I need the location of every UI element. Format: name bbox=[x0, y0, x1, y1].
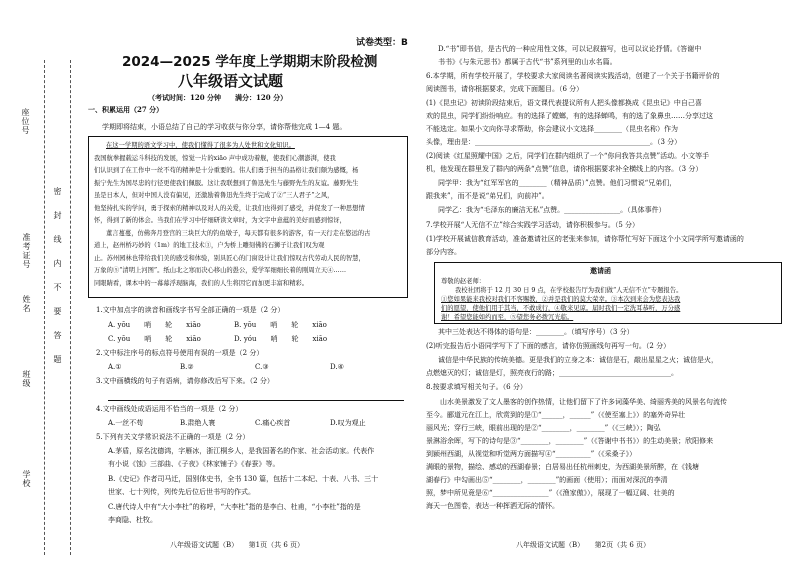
question-5: 5.下列有关文学常识说法不正确的一项是（2 分） bbox=[96, 433, 250, 441]
q5-option-a-line1: A.茅盾，原名沈德鸿，字雁冰，浙江桐乡人，是我国著名的作家、社会活动家。代表作 bbox=[108, 447, 375, 455]
q4-option-c: C.痛心疾首 bbox=[255, 419, 291, 427]
q3-answer-line bbox=[108, 400, 404, 401]
q4-option-b: B.肃绝人寰 bbox=[180, 419, 216, 427]
q8-line: 照，梦中所见竟是⑥“________________”（《渔家傲》），展现了一幅辽阔、壮美的 bbox=[426, 489, 675, 497]
q5-option-b-line1: B.《史记》作者司马迁，国别体史书，全书 130 篇，包括十二本纪、十表、八书、三十 bbox=[108, 475, 379, 483]
seat-number-label: 座位号 bbox=[21, 108, 30, 135]
passage-line: 我国航拳握载运斗科技的发展，惊觉一片的xiāo 声中成功着舰，使我们心潮澎湃，使我 bbox=[94, 154, 336, 162]
q6-1-line3: 不能选定。如果小文向你寻求帮助，你会建议小文选择________（昆虫名称）作为 bbox=[426, 125, 678, 133]
q6-chat-student-b: 同学乙：我为“毛泽东的廉洁无私”点赞。________________。（具体事件） bbox=[438, 206, 666, 214]
question-2: 2.文中标注序号的标点符号使用有误的一项是（2 分） bbox=[96, 349, 264, 357]
passage-line: 虽是日本人，但对中国人没有偏见，还激励着鲁迅先生终于完成了②“三人君子”之风， bbox=[94, 192, 334, 199]
question-6-line1: 6.本学期，所有学校开展了，学校要求大家阅读名著阅读实践活动，创建了一个关于书籍评价的 bbox=[426, 72, 720, 80]
passage-line: 止。苏州园林也带给我们美的感受和体验，别具匠心的门窗设计让我们惊叹古代劳动人民的智慧， bbox=[94, 254, 365, 262]
name-label: 姓名 bbox=[22, 295, 31, 313]
q6-1-line1: (1)《昆虫记》初读阶段结束后，语文课代表提议所有人把头像都换成《昆虫记》中自己喜 bbox=[426, 99, 702, 107]
q6-2-line1: (2)阅读《红星照耀中国》之后，同学们在群内组织了一个“你问我答共点赞”活动。小文等手 bbox=[426, 152, 710, 160]
page-footer-right: 八年级语文试题（B） 第2页（共 6 页） bbox=[516, 541, 651, 549]
passage-line: 们认识到了在工作中一丝不苟的精神是十分重要的。伟人们勇于担当的品格让我们颇为感慨，杨 bbox=[94, 167, 359, 174]
q2-option-c: C.③ bbox=[255, 363, 269, 371]
q8-line: 到颍州西湖，从视觉和听觉两方面描写④“__________”（《采桑子》） bbox=[426, 450, 637, 458]
exam-type-label: 试卷类型：B bbox=[356, 38, 408, 48]
q8-line: 湖春行》中勾画出⑤“________，________”的画面（使用）；而面对深沉的李清 bbox=[426, 476, 668, 484]
invitation-letter-box bbox=[434, 262, 782, 324]
q2-option-b: B.② bbox=[180, 363, 194, 371]
q1-option-c: C. yōu 哨 轮 xiāo bbox=[108, 335, 201, 343]
exam-subtitle: 八年级语文试题 bbox=[178, 72, 284, 90]
q8-passage bbox=[426, 396, 788, 513]
invitation-body-2: ①您如果能来我校对我们不客赐教，②并是我们的莫大荣幸。③本次到来会为您表达我 bbox=[441, 296, 681, 303]
q8-line: 满眼的景物，描绘、感动的西湖春景；白居易出任杭州刺史，为西湖美景所醉，在《钱塘 bbox=[426, 463, 699, 471]
q1-option-b: B. yōu 哨 轮 xiāo bbox=[234, 321, 327, 329]
q1-option-a: A. yōu 哨 轮 xiāo bbox=[108, 321, 201, 329]
intro-text: 学期即将结束，小语总结了自己的学习收获与你分享，请你帮他完成 1—4 题。 bbox=[102, 123, 347, 131]
q4-option-a: A.一丝不苟 bbox=[108, 419, 144, 427]
q8-line: 景淋浴余晖，写下的诗句是③“________，________”（《答谢中书书》）的生动美景；欣阳修来 bbox=[426, 437, 714, 445]
q5-option-d-line1: D.“书”即书信，是古代的一种应用性文体，可以记叙描写，也可以议论抒情。《答谢中 bbox=[438, 45, 702, 53]
invitation-body-4: 谢！希望您能如约而至，⑤望您务必拨冗光临。 bbox=[441, 314, 574, 321]
page-footer-left: 八年级语文试题（B） 第1页（共 6 页） bbox=[170, 541, 305, 549]
q7-2-line1: (2)听完报告后小语同学写下了下面的感言，请你仿照画线句再写一句。（2 分） bbox=[426, 342, 671, 350]
exam-main-title: 2024—2025 学年度上学期期末阶段检测 bbox=[122, 54, 378, 70]
page-right bbox=[420, 0, 794, 562]
exam-number-label: 准考证号 bbox=[22, 233, 31, 269]
q6-chat-student-a: 同学甲：我为“红军军官的________（精神品质）”点赞。他们习惯说“兄弟们， bbox=[438, 179, 677, 187]
seal-line-inner bbox=[70, 60, 71, 555]
q2-option-a: A.① bbox=[108, 363, 122, 371]
passage-line: 在这一学期的语文学习中，使我们懂得了很多为人处世和文化知识。 bbox=[106, 142, 295, 149]
q8-line: 海天一色图卷，表达一种挥洒无际的情怀。 bbox=[426, 502, 559, 510]
q8-line: 至今。郦道元在江上，欣赏到的是①“______，______”（《使至塞上》）的塞外奇异壮 bbox=[426, 411, 686, 419]
question-7: 7.学校开展“人无信不立”综合实践学习活动，请你积极参与。（5 分） bbox=[426, 221, 640, 229]
q6-chat-student-a-cont: 跟我来”，而不是说“弟兄们，向前冲”。 bbox=[426, 192, 549, 200]
passage-line: 万象的⑤“清明上河图”。纸山北之寒而决心移山的愚公，爱学军细细长着的刚周立天④…… bbox=[94, 267, 347, 274]
q6-2-line2: 机，他发现在群里发了群内的两条“点赞”信息，请你根据要求补全横线上的内容。（3 分） bbox=[426, 165, 703, 173]
passage-line: 道上，赵州桥巧妙的（1m）的地工技术③，户为桥上雕刻佛的石狮子让我们叹为观 bbox=[94, 242, 325, 249]
invitation-greeting: 尊敬的赵老师： bbox=[441, 278, 486, 285]
exam-info: （考试时间：120 分钟 满分：120 分） bbox=[148, 93, 288, 102]
seal-line-notice: 密 封 线 内 不 要 答 题 bbox=[53, 187, 62, 364]
seal-line-outer bbox=[44, 60, 45, 555]
q4-option-d: D.叹为观止 bbox=[330, 419, 366, 427]
q2-option-d: D.④ bbox=[330, 363, 344, 371]
question-1: 1.文中加点字的读音和画线字书写全部正确的一项是（2 分） bbox=[96, 306, 285, 314]
q6-1-line4: 头像，理由是：__________________________________________________。（3 分） bbox=[426, 138, 682, 146]
class-label: 班级 bbox=[22, 370, 31, 388]
passage-line: 同眼睛看，课本中的一幕幕浮现脑海，我们的人生将因它而加更丰富和精彩。 bbox=[94, 279, 309, 287]
reading-passage bbox=[89, 137, 407, 293]
q5-option-b-line2: 世家、七十列传，列传先后位后世书写的作式。 bbox=[108, 488, 255, 496]
q5-option-c-line1: C.唐代诗人中有“大小李杜”的称呼，“大李杜”指的是李白、杜甫，“小李杜”指的是 bbox=[108, 503, 361, 511]
passage-line: 他坚持扎实的学问，勇于探索的精神以及对人的关爱，让我们也得到了感受，并促发了一种思想情 bbox=[94, 204, 365, 212]
q7-1-line1: (1)学校开展诚信教育活动，准备邀请社区的老张来参加，请你帮忙写好下面这个小文同学所写邀请函的 bbox=[426, 235, 744, 243]
q5-option-d-line2: 书书》《与朱元思书》都属于古代“书”系列里的山水名篇。 bbox=[438, 58, 617, 66]
q5-option-c-line2: 李商隐、杜牧。 bbox=[108, 516, 157, 524]
passage-line: 董言蔓蔓，仿佛奔月登宫的三块巨大的钓鱼墩子，每天都有很多的游客，有一天行走在悠远的古 bbox=[106, 229, 371, 237]
passage-line: 怀，得到了新的体会。当我们在学习中仔细研读文章时，为文字中意蕴的美好而感到惊讶， bbox=[94, 217, 346, 224]
school-label: 学校 bbox=[22, 470, 31, 488]
reading-passage-box bbox=[88, 136, 408, 298]
q7-1-line2: 部分内容。 bbox=[426, 248, 461, 256]
invitation-title: 邀请函 bbox=[590, 266, 611, 275]
question-3: 3.文中画横线的句子有语病，请你修改后写下来。（2 分） bbox=[96, 377, 274, 385]
q6-1-line2: 欢的昆虫，同学们纷纷响应。有的选择了螳螂，有的选择蝉鸣，有的选了象鼻虫……分享过这 bbox=[426, 112, 713, 120]
q7-answer: 其中三处表达不得体的语句是：________。（填写序号）（3 分） bbox=[438, 328, 634, 336]
q7-2-line2: 诚信是中华民族的传统美德。更是我们的立身之本：诚信是石，敲出星星之火；诚信是火， bbox=[438, 356, 718, 364]
q8-line: 丽风光；穿行三峡，眼前出现的是②“________，________”（《三峡》）；陶弘 bbox=[426, 424, 661, 432]
q1-option-d: D. yóu 哨 轮 xiāo bbox=[234, 335, 328, 343]
question-4: 4.文中画线处成语运用不恰当的一项是（2 分） bbox=[96, 405, 243, 413]
q5-option-a-line2: 有小说《蚀》三部曲、《子夜》《林家铺子》《春蚕》等。 bbox=[108, 460, 280, 468]
invitation-body-3: 们的愿望，使他们用于其当，不敢成行，④敬来见谅。届时我们一定洗耳恭听，万分感 bbox=[441, 305, 681, 312]
question-8: 8.按要求填写相关句子。（6 分） bbox=[426, 383, 527, 391]
invitation-body-1: 我校社团将于 12 月 30 日 9 点，在学校报告厅为我们做“人无信不立”专题报告。 bbox=[455, 287, 683, 294]
passage-line: 振宁先生为国尽忠的行径更使我们佩服。这让我联想到了鲁迅先生与藤野先生的友谊。藤野先生 bbox=[94, 179, 359, 187]
q8-line: 山水美景激发了文人墨客的创作热情，让他们留下了许多词藻华美、绮丽秀美的风景名句流传 bbox=[440, 398, 727, 406]
q7-2-line3: 点燃熄灭的灯；诚信是灯，照亮夜行的路；________________________________。 bbox=[426, 369, 678, 377]
question-6-line2: 阅读图书，请你根据要求，完成下面题目。（6 分） bbox=[426, 85, 584, 93]
section-title: 一、积累运用（27 分） bbox=[88, 105, 164, 114]
